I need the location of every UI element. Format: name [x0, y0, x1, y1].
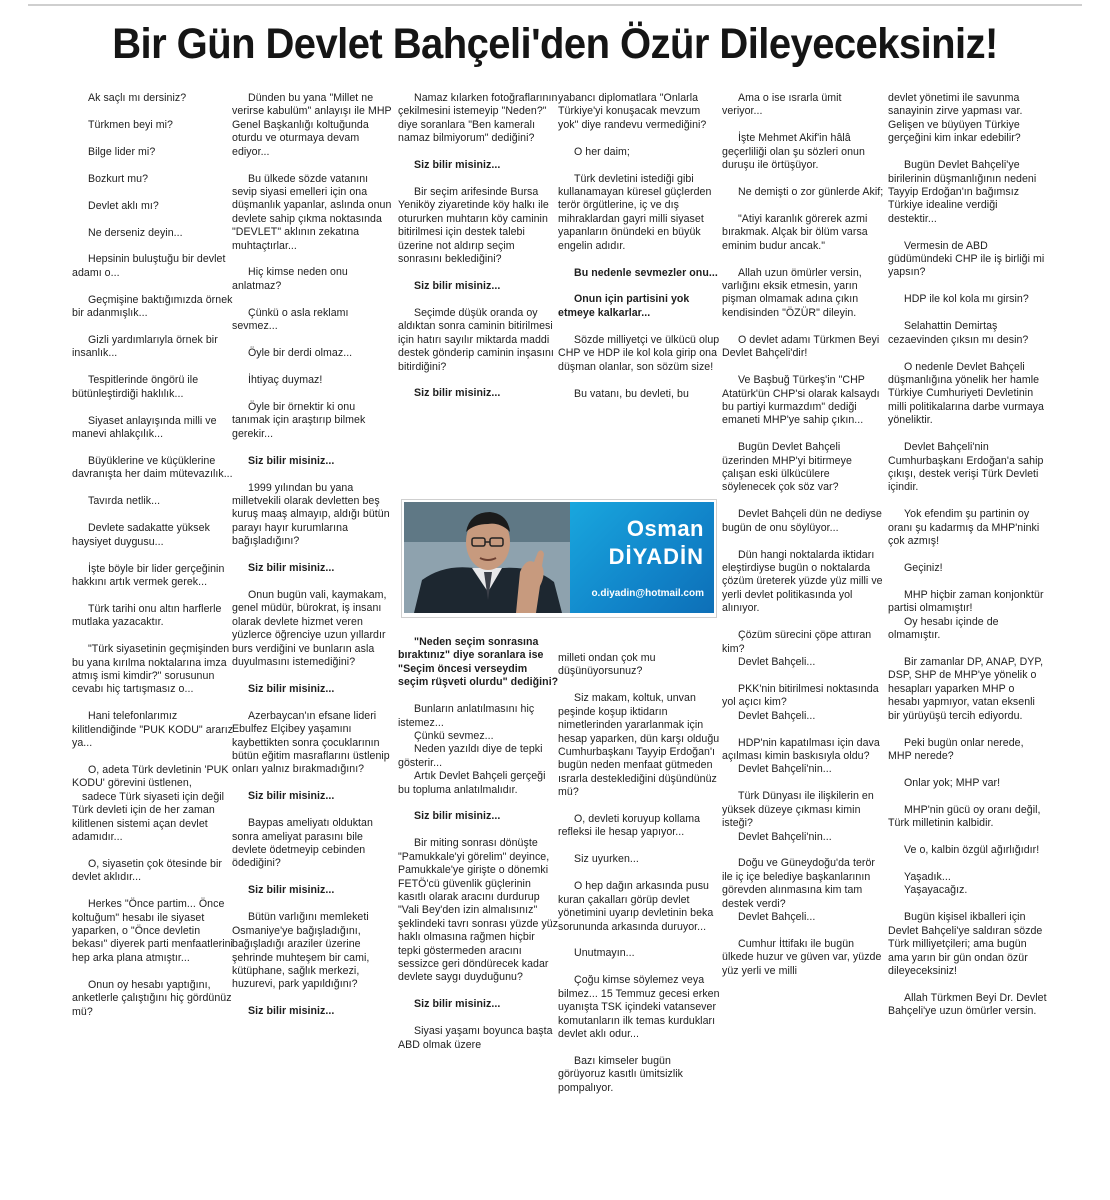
- paragraph: Sözde milliyetçi ve ülkücü olup CHP ve HDP ile kol kola girip ona düşman olanlar, son sözüm size!: [558, 333, 720, 373]
- paragraph: Bilge lider mi?: [88, 145, 156, 158]
- column-4: [558, 92, 720, 492]
- paragraph-bold: "Neden seçim sonrasına bıraktınız" diye soranlara ise "Seçim öncesi verseydim seçim rüşveti olurdu" dediğini?: [398, 636, 559, 689]
- subheading: Siz bilir misiniz...: [248, 562, 335, 575]
- paragraph: Siz uyurken...: [574, 853, 639, 866]
- paragraph: Cumhur İttifakı ile bugün ülkede huzur ve güven var, yüzde yüz yerli ve milli: [722, 938, 882, 977]
- subheading: Siz bilir misiniz...: [414, 159, 501, 172]
- column-3-continued: [398, 636, 560, 1182]
- paragraph: Peki bugün onlar nerede, MHP nerede?: [888, 736, 1024, 762]
- paragraph: Onun bugün vali, kaymakam, genel müdür, bürokrat, iş insanı olarak devlete hizmet veren yüzlerce öğrenciye uzun yıllardır burs verdiğini ve bunların asla duyulmasını istemediğini?: [232, 588, 387, 668]
- paragraph: Herkes "Önce partim... Önce koltuğum" hesabı ile siyaset yaparken, o "Önce devletin bekası" diyerek parti menfaatlerini hep arka plana atmıştır...: [72, 898, 233, 964]
- author-last-name: DİYADİN: [608, 544, 704, 569]
- author-panel: [570, 502, 714, 613]
- paragraph: Devlet Bahçeli'nin...: [738, 830, 832, 843]
- subheading: Siz bilir misiniz...: [414, 998, 501, 1011]
- paragraph: HDP ile kol kola mı girsin?: [904, 293, 1029, 306]
- paragraph: Neden yazıldı diye de tepki gösterir...: [398, 743, 543, 769]
- paragraph: Ama o ise ısrarla ümit veriyor...: [722, 92, 842, 118]
- paragraph: Bir zamanlar DP, ANAP, DYP, DSP, SHP de MHP'ye yönelik o hesapları yaparken MHP o hesabı yapmıyor, vatan eksenli bir yürüyüşü tercih ediyordu.: [888, 656, 1044, 722]
- paragraph: Bir miting sonrası dönüşte "Pamukkale'yi görelim" deyince, Pamukkale'ye girişte o dönemki FETÖ'cü güvenlik güçlerinin kasıtlı olarak aracını durdurup "Vali Bey'den izin almalısınız" şeklindeki tavrı sonrası yüzde yüz haklı olmasına rağmen hiçbir tepki göstermeden aracını sessizce geri döndürecek kadar devlete saygı duyduğunu?: [398, 837, 559, 984]
- paragraph: MHP hiçbir zaman konjonktür partisi olmamıştır!: [888, 588, 1044, 615]
- paragraph: Öyle bir örnektir ki onu tanımak için araştırıp bilmek gerekir...: [232, 400, 366, 440]
- paragraph: Yok efendim şu partinin oy oranı şu kadarmış da MHP'ninki çok azmış!: [888, 508, 1040, 548]
- paragraph: Bugün Devlet Bahçeli'ye birilerinin düşmanlığının nedeni Tayyip Erdoğan'ın bağımsız Türkiye idealine verdiği destektir...: [888, 159, 1037, 225]
- paragraph: Bozkurt mu?: [88, 172, 149, 185]
- paragraph: Devlet aklı mı?: [88, 199, 159, 212]
- paragraph: Siyaset anlayışında milli ve manevi ahlakçılık...: [72, 414, 217, 441]
- subheading: Bu nedenle sevmezler onu...: [574, 266, 718, 279]
- author-photo: [404, 502, 570, 613]
- paragraph: Gizli yardımlarıyla örnek bir insanlık...: [72, 334, 218, 360]
- paragraph: O hep dağın arkasında pusu kuran çakalları görüp devlet yönetimini uyarıp devletinin beka sorununda arkasında duruyor...: [558, 880, 714, 933]
- subheading: Siz bilir misiniz...: [414, 387, 501, 400]
- paragraph: Türk Dünyası ile ilişkilerin en yüksek düzeye çıkması kimin isteği?: [722, 790, 874, 830]
- paragraph: Hepsinin buluştuğu bir devlet adamı o...: [72, 253, 226, 279]
- paragraph: O her daim;: [574, 145, 630, 158]
- paragraph: Baypas ameliyatı olduktan sonra ameliyat parasını bile devlete ödetmeyip cebinden ödediğini?: [232, 817, 373, 870]
- paragraph: Bütün varlığını memleketi Osmaniye'ye bağışladığını, bağışladığı araziler üzerine şehrinde muhteşem bir cami, kütüphane, sağlık merkezi, huzurevi, park yapıldığını?: [232, 911, 370, 991]
- paragraph: Bazı kimseler bugün görüyoruz kasıtlı ümitsizlik pompalıyor.: [558, 1054, 684, 1094]
- paragraph: "Atiyi karanlık görerek azmi bırakmak. Alçak bir ölüm varsa eminim budur ancak.": [722, 212, 868, 252]
- paragraph: Devlete sadakatte yüksek haysiyet duygusu...: [72, 522, 210, 548]
- subheading: Siz bilir misiniz...: [248, 454, 335, 467]
- paragraph: Geçmişine baktığımızda örnek bir adanmışlık...: [72, 293, 233, 320]
- paragraph: Devlet Bahçeli'nin...: [738, 763, 832, 776]
- subheading: Siz bilir misiniz...: [248, 790, 335, 803]
- paragraph: Dün hangi noktalarda iktidarı eleştirdiyse bugün o noktalarda çözüm üreterek yüzde yüz milli ve yerli devlet politikasında yol alınıyor.: [722, 548, 883, 615]
- paragraph: MHP'nin gücü oy oranı değil, Türk milletinin kalbidir.: [888, 803, 1041, 830]
- paragraph: Allah Türkmen Beyi Dr. Devlet Bahçeli'ye uzun ömürler versin.: [888, 991, 1047, 1018]
- paragraph: Ne derseniz deyin...: [88, 226, 183, 239]
- paragraph: Dünden bu yana "Millet ne verirse kabulüm" anlayışı ile MHP Genel Başkanlığı koltuğunda oturdu ve oturmaya devam ediyor...: [232, 92, 392, 158]
- paragraph: Namaz kılarken fotoğraflarının çekilmesini istemeyip "Neden?" diye soranlara "Ben kameralı namaz bilmiyorum" dediğini?: [398, 92, 558, 145]
- paragraph: Onlar yok; MHP var!: [904, 776, 1001, 789]
- paragraph: Ne demişti o zor günlerde Akif;: [738, 186, 884, 199]
- paragraph: Ve Başbuğ Türkeş'in "CHP Atatürk'ün CHP'si olarak kalsaydı bu partiyi kurmazdım" dediği emaneti MHP'ye sahip çıkın...: [722, 374, 880, 427]
- paragraph: Bunların anlatılmasını hiç istemez...: [398, 703, 535, 729]
- paragraph: Hani telefonlarımız kilitlendiğinde "PUK KODU" ararız ya...: [72, 710, 234, 750]
- paragraph: Azerbaycan'ın efsane lideri Ebulfez Elçibey yaşamını kaybettikten sonra çocuklarının bütün eğitim masraflarını üstlenip onları yalnız bırakmadığını?: [232, 709, 390, 776]
- paragraph: O devlet adamı Türkmen Beyi Devlet Bahçeli'dir!: [722, 333, 880, 360]
- paragraph: Bir seçim arifesinde Bursa Yeniköy ziyaretinde köy halkı ile otururken muhtarın köy caminin bitirilmesi için destek talebi üzerine not aldırıp seçim sonrasını beklediğini?: [398, 186, 549, 266]
- subheading: Siz bilir misiniz...: [414, 810, 501, 823]
- paragraph: Büyüklerine ve küçüklerine davranışta her daim mütevazılık...: [72, 455, 233, 481]
- subheading: Siz bilir misiniz...: [248, 682, 335, 695]
- paragraph: Geçiniz!: [904, 561, 943, 574]
- author-email: o.diyadin@hotmail.com: [591, 588, 704, 599]
- paragraph: O, siyasetin çok ötesinde bir devlet aklıdır...: [72, 857, 222, 884]
- paragraph: Doğu ve Güneydoğu'da terör ile iç içe belediye başkanlarının görevden alınmasına kim tam destek verdi?: [722, 857, 876, 910]
- paragraph: Siz makam, koltuk, unvan peşinde koşup iktidarın nimetlerinden yararlanmak için hesap yaparken, dün karşı olduğu Cumhurbaşkanı Tayyip Erdoğan'ı bugün neden menfaat gütmeden ısrarla desteklediğini düşündünüz mü?: [558, 692, 720, 799]
- paragraph: İşte böyle bir lider gerçeğinin hakkını artık vermek gerek...: [72, 562, 225, 588]
- paragraph: Onun oy hesabı yaptığını, anketlerle çalıştığını hiç gördünüz mü?: [72, 978, 232, 1018]
- paragraph: O nedenle Devlet Bahçeli düşmanlığına yönelik her hamle Türkiye Cumhuriyeti Devletinin milli politikalarına darbe vurmaya yöneliktir.: [888, 360, 1044, 427]
- paragraph: Devlet Bahçeli...: [738, 656, 816, 668]
- paragraph: Bugün Devlet Bahçeli üzerinden MHP'yi bitirmeye çalışan eski ülkücülere söylenecek çok söz var?: [722, 441, 852, 494]
- top-divider: [28, 4, 1082, 6]
- paragraph: Bugün kişisel ikballeri için Devlet Bahçeli'ye saldıran sözde Türk milliyetçileri; ama bugün ama yarın bir gün ondan özür dileyeceksiniz!: [888, 911, 1043, 977]
- paragraph: Oy hesabı içinde de olmamıştır.: [888, 615, 999, 642]
- column-3: [398, 92, 560, 492]
- paragraph: PKK'nin bitirilmesi noktasında yol açıcı kim?: [722, 682, 879, 709]
- paragraph: Devlet Bahçeli'nin Cumhurbaşkanı Erdoğan'a sahip çıkışı, destek verişi Türk Devleti içindir.: [888, 441, 1044, 494]
- paragraph: Yaşayacağız.: [904, 884, 968, 897]
- paragraph: Öyle bir derdi olmaz...: [248, 347, 353, 360]
- paragraph: Ve o, kalbin özgül ağırlığıdır!: [904, 844, 1040, 857]
- author-portrait-illustration: [404, 502, 570, 613]
- paragraph: Artık Devlet Bahçeli gerçeği bu topluma anlatılmalıdır.: [398, 770, 546, 796]
- column-2: [232, 92, 394, 1182]
- paragraph: Çözüm sürecini çöpe attıran kim?: [722, 629, 872, 655]
- paragraph: Allah uzun ömürler versin, varlığını eksik etmesin, yarın pişman olmamak adına çıkın kendisinden "ÖZÜR" dileyin.: [722, 266, 862, 319]
- paragraph: Türk tarihi onu altın harflerle mutlaka yazacaktır.: [72, 602, 222, 629]
- column-1: [72, 92, 234, 1182]
- paragraph: Tespitlerinde öngörü ile bütünleştirdiği haklılık...: [72, 374, 199, 400]
- paragraph: Ak saçlı mı dersiniz?: [88, 92, 187, 104]
- paragraph: O, devleti koruyup kollama refleksi ile hesap yapıyor...: [558, 813, 701, 839]
- paragraph: Bu vatanı, bu devleti, bu: [574, 387, 689, 400]
- paragraph: İşte Mehmet Akif'in hâlâ geçerliliği olan şu sözleri onun duruşu ile örtüşüyor.: [722, 132, 865, 172]
- paragraph: sadece Türk siyaseti için değil Türk devleti için de her zaman kilitlenen sistemi açan devlet adamıdır...: [72, 790, 225, 844]
- paragraph: 1999 yılından bu yana milletvekili olarak devletten beş kuruş maaş almayıp, aldığı bütün parayı hayır kurumlarına bağışladığını?: [232, 481, 390, 548]
- paragraph: Hiç kimse neden onu anlatmaz?: [232, 266, 348, 292]
- paragraph: Devlet Bahçeli...: [738, 911, 816, 924]
- paragraph: milleti ondan çok mu düşünüyorsunuz?: [558, 652, 656, 678]
- paragraph: Seçimde düşük oranda oy aldıktan sonra caminin bitirilmesi için hatırı sayılır miktarda maddi destek gönderip caminin inşasını bitirdiğini?: [398, 306, 554, 373]
- paragraph: Çünkü o asla reklamı sevmez...: [232, 306, 349, 333]
- paragraph: Tavırda netlik...: [88, 495, 161, 508]
- paragraph: Devlet Bahçeli...: [738, 709, 816, 722]
- subheading: Onun için partisini yok etmeye kalkarlar...: [558, 293, 690, 319]
- subheading: Siz bilir misiniz...: [248, 1005, 335, 1018]
- subheading: Siz bilir misiniz...: [414, 279, 501, 292]
- paragraph: Çoğu kimse söylemez veya bilmez... 15 Temmuz gecesi erken uyanışta TSK içindeki vatansever komutanların ilk temas kurdukları devlet aklı odur...: [558, 974, 720, 1040]
- paragraph: Unutmayın...: [574, 947, 635, 960]
- paragraph: Türk devletini istediği gibi kullanamayan küresel güçlerden terör örgütlerine, iç ve dış mihraklardan gayri milli siyaset yapanların önündeki en büyük engelin adıdır.: [558, 172, 712, 252]
- paragraph: Türkmen beyi mi?: [88, 118, 173, 131]
- column-4-continued: [558, 652, 720, 1182]
- paragraph: Siyasi yaşamı boyunca başta ABD olmak üzere: [398, 1025, 553, 1051]
- paragraph: O, adeta Türk devletinin 'PUK KODU' görevini üstlenen,: [72, 764, 229, 790]
- paragraph: yabancı diplomatlara "Onlarla Türkiye'yi konuşacak mevzum yok" diye randevu vermediğini?: [558, 92, 707, 131]
- column-6: [888, 92, 1048, 1182]
- paragraph: devlet yönetimi ile savunma sanayinin zirve yapması var. Gelişen ve büyüyen Türkiye gerçeğini kim inkar edebilir?: [888, 92, 1023, 145]
- paragraph: Vermesin de ABD güdümündeki CHP ile iş birliği mi yapsın?: [888, 239, 1045, 279]
- paragraph: Bu ülkede sözde vatanını sevip siyasi emelleri için ona düşmanlık yapanlar, aslında onun devlete sahip çıkma noktasında "DEVLET" aklının zekatına muhtaçtırlar...: [232, 172, 392, 252]
- page-headline: Bir Gün Devlet Bahçeli'den Özür Dileyeceksiniz!: [112, 20, 998, 68]
- paragraph: Yaşadık...: [904, 870, 951, 883]
- paragraph: HDP'nin kapatılması için dava açılması kimin baskısıyla oldu?: [722, 736, 880, 763]
- paragraph: Çünkü sevmez...: [414, 729, 494, 742]
- paragraph: Devlet Bahçeli dün ne dediyse bugün de onu söylüyor...: [722, 508, 882, 534]
- paragraph: Selahattin Demirtaş cezaevinden çıksın mı desin?: [888, 320, 1029, 346]
- author-byline: [401, 499, 717, 618]
- paragraph: "Türk siyasetinin geçmişinden bu yana kırılma noktalarına imza atmış ismi kimdir?" sorusunun cevabı hiç tartışmasız o...: [72, 643, 230, 696]
- paragraph: İhtiyaç duymaz!: [248, 374, 323, 386]
- column-5: [722, 92, 884, 1182]
- subheading: Siz bilir misiniz...: [248, 884, 335, 897]
- author-first-name: Osman: [626, 516, 704, 541]
